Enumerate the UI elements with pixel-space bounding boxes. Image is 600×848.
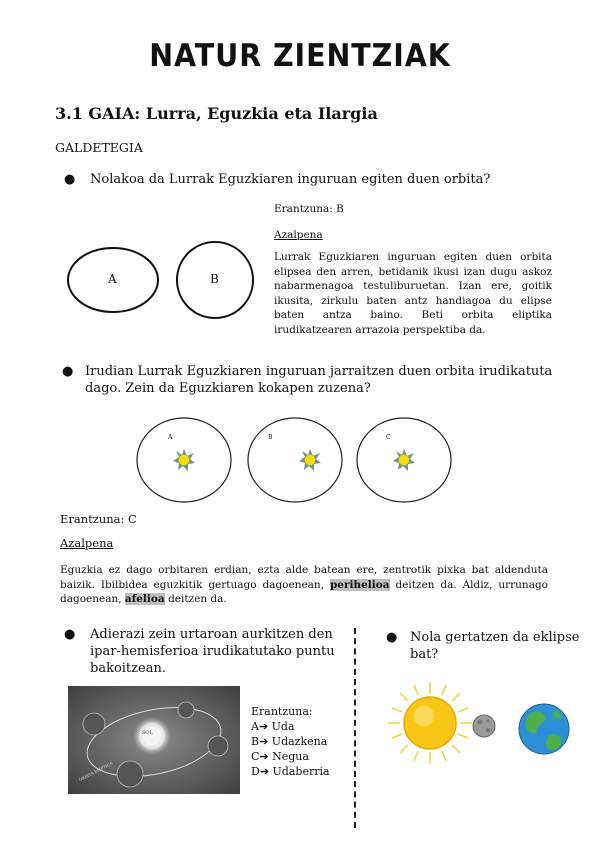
question-1: Nolakoa da Lurrak Eguzkiaren inguruan egiten duen orbita? [90,172,491,187]
section-heading: GALDETEGIA [55,140,143,155]
explanation-2-part-2: deitzen da. Aldiz, urrunago dagoenean, [60,578,548,606]
seasons-orbit-image [68,686,240,794]
orbit-label: ÓRBITA ELÍPTICA [78,760,114,783]
orbit-shapes [60,238,260,322]
sun-icon-c [393,449,415,471]
column-divider [354,628,356,828]
sun-icon-a [173,449,195,471]
answer-3-title: Erantzuna: [251,705,313,718]
sun-icon [388,682,472,764]
answer-1: Erantzuna: B [274,203,344,215]
unit-heading: 3.1 GAIA: Lurra, Eguzkia eta Ilargia [55,104,378,123]
moon-icon [473,715,495,737]
page-title: NATUR ZIENTZIAK [149,38,451,74]
term-aphelion: afelioa [124,593,165,606]
orbit-label-a: A [168,434,173,441]
question-2-line-1: Irudian Lurrak Eguzkiaren inguruan jarraitzen duen orbita irudikatuta [85,364,553,379]
earth-d [117,761,143,787]
bullet-icon: ● [62,364,74,379]
explanation-title-1: Azalpena [274,229,323,241]
explanation-2-part-3: deitzen da. [168,593,227,606]
eclipse-illustration [376,680,576,770]
earth-icon [519,704,569,754]
orbit-b [248,418,342,502]
explanation-2-part-1: Eguzkia ez dago orbitaren erdian, ezta alde batean ere, zentrotik pixka bat aldenduta baizik. Ibilbidea eguzkitik gertuago dagoenean, [60,564,548,591]
question-4-line-1: Nola gertatzen da eklipse [410,630,580,645]
term-perihelion: perihelioa [329,578,390,591]
answer-3-c: C➔ Negua [251,750,309,763]
earth-b [178,702,194,718]
orbit-label-b: B [268,434,273,441]
bullet-icon: ● [386,630,398,645]
shape-label-a: A [108,272,117,286]
question-3-line-2: ipar-hemisferioa irudikatutako puntu [90,644,335,659]
sun-position-diagram [130,414,460,506]
answer-3-b: B➔ Udazkena [251,735,328,748]
question-2-line-2: dago. Zein da Eguzkiaren kokapen zuzena? [85,381,371,396]
explanation-title-2: Azalpena [60,536,114,550]
sun-icon-b [299,449,321,471]
orbit-label-c: C [386,434,391,441]
explanation-1: Lurrak Eguzkiaren inguruan egiten duen orbita elipsea den arren, betidanik ikusi izan dugu askoz nabarmenagoa testuliburuetan. Izan ere, goitik ikusita, zirkulu baten antz handiagoa du elipse baten antza baino. Beti orbita eliptika irudikatzearen arrazoia perspektiba da. [274,251,552,336]
answer-3-d: D➔ Udaberria [251,765,330,778]
bullet-icon: ● [64,627,76,642]
question-3-line-3: bakoitzean. [90,661,166,676]
question-4-line-2: bat? [410,647,439,662]
shape-label-b: B [210,272,219,286]
question-3-line-1: Adierazi zein urtaroan aurkitzen den [90,627,333,642]
earth-a [83,713,105,735]
earth-c [208,736,228,756]
sun-label: SOL [142,730,153,736]
answer-3-a: A➔ Uda [251,720,295,733]
explanation-2 [60,563,548,607]
answer-2: Erantzuna: C [60,512,137,526]
bullet-icon: ● [64,172,76,187]
